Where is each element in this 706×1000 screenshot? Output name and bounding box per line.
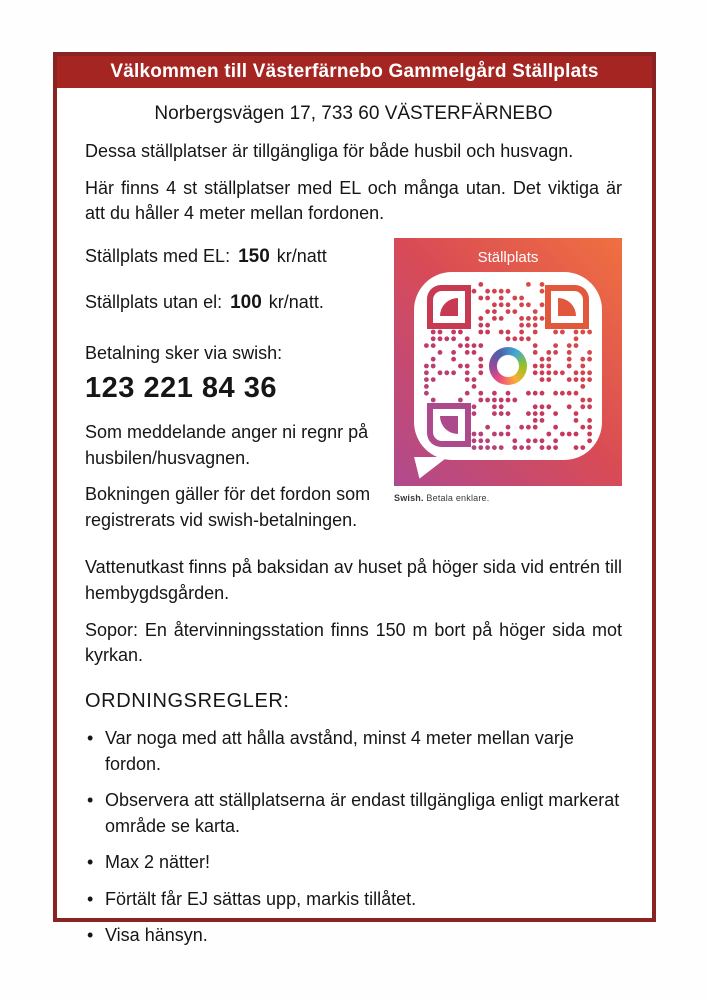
qr-bubble (414, 272, 602, 460)
message-note: Som meddelande anger ni regnr på husbilen/husvagnen. (85, 422, 369, 468)
rule-text: Observera att ställplatserna är endast tillgängliga enligt markerat område se karta. (105, 790, 620, 836)
price-el-unit: kr/natt (276, 245, 327, 266)
waste-note: Sopor: En återvinningsstation finns 150 m bort på höger sida mot kyrkan. (85, 619, 622, 666)
rule-item (85, 923, 622, 949)
swish-qr-card (394, 238, 622, 486)
bullet-icon: • (87, 888, 94, 909)
price-line-no-el (85, 290, 384, 317)
price-line-el (85, 244, 384, 271)
rule-item (85, 788, 622, 839)
water-note: Vattenutkast finns på baksidan av huset på höger sida vid entrén till hembygdsgården. (85, 557, 623, 603)
bullet-icon: • (87, 852, 94, 873)
booking-note: Bokningen gäller för det fordon som registrerats vid swish-betalningen. (85, 484, 371, 530)
bullet-icon: • (87, 925, 94, 946)
swish-number: 123 221 84 36 (85, 372, 277, 405)
poster-content (57, 88, 652, 949)
price-no-el-label: Ställplats utan el: (85, 291, 223, 312)
qr-finder-top-left (427, 285, 471, 329)
payment-heading: Betalning sker via swish: (85, 342, 283, 363)
swish-caption (394, 492, 622, 505)
swish-logo-icon (489, 347, 527, 385)
availability-paragraph: Här finns 4 st ställplatser med EL och många utan. Det viktiga är att du håller 4 meter mellan fordonen. (85, 177, 622, 224)
intro-paragraph: Dessa ställplatser är tillgängliga för både husbil och husvagn. (85, 140, 574, 161)
qr-finder-bottom-left (427, 403, 471, 447)
price-el-label: Ställplats med EL: (85, 245, 231, 266)
middle-section (85, 238, 622, 545)
swish-qr-column (394, 238, 622, 545)
rule-text: Förtält får EJ sättas upp, markis tillåtet. (105, 888, 417, 909)
swish-caption-rest: Betala enklare. (423, 492, 490, 503)
swish-caption-brand: Swish. (394, 492, 424, 503)
qr-bubble-tail (414, 457, 448, 479)
bullet-icon: • (87, 790, 94, 811)
price-no-el-value: 100 (230, 291, 262, 313)
rule-item (85, 850, 622, 876)
address-line: Norbergsvägen 17, 733 60 VÄSTERFÄRNEBO (154, 103, 553, 124)
pricing-column (85, 238, 394, 545)
bullet-icon: • (87, 728, 94, 749)
rule-item (85, 887, 622, 913)
poster-frame (53, 52, 656, 946)
price-no-el-unit: kr/natt. (268, 291, 324, 312)
qr-finder-top-right (545, 285, 589, 329)
qr-card-label: Ställplats (477, 248, 539, 266)
rule-item (85, 726, 622, 777)
rules-list (85, 726, 622, 949)
rule-text: Var noga med att hålla avstånd, minst 4 meter mellan varje fordon. (105, 728, 574, 774)
rule-text: Visa hänsyn. (105, 925, 208, 946)
rule-text: Max 2 nätter! (105, 852, 211, 873)
rules-heading: ORDNINGSREGLER: (85, 689, 290, 712)
title-bar: Välkommen till Västerfärnebo Gammelgård Ställplats (57, 56, 652, 88)
price-el-value: 150 (238, 245, 270, 267)
